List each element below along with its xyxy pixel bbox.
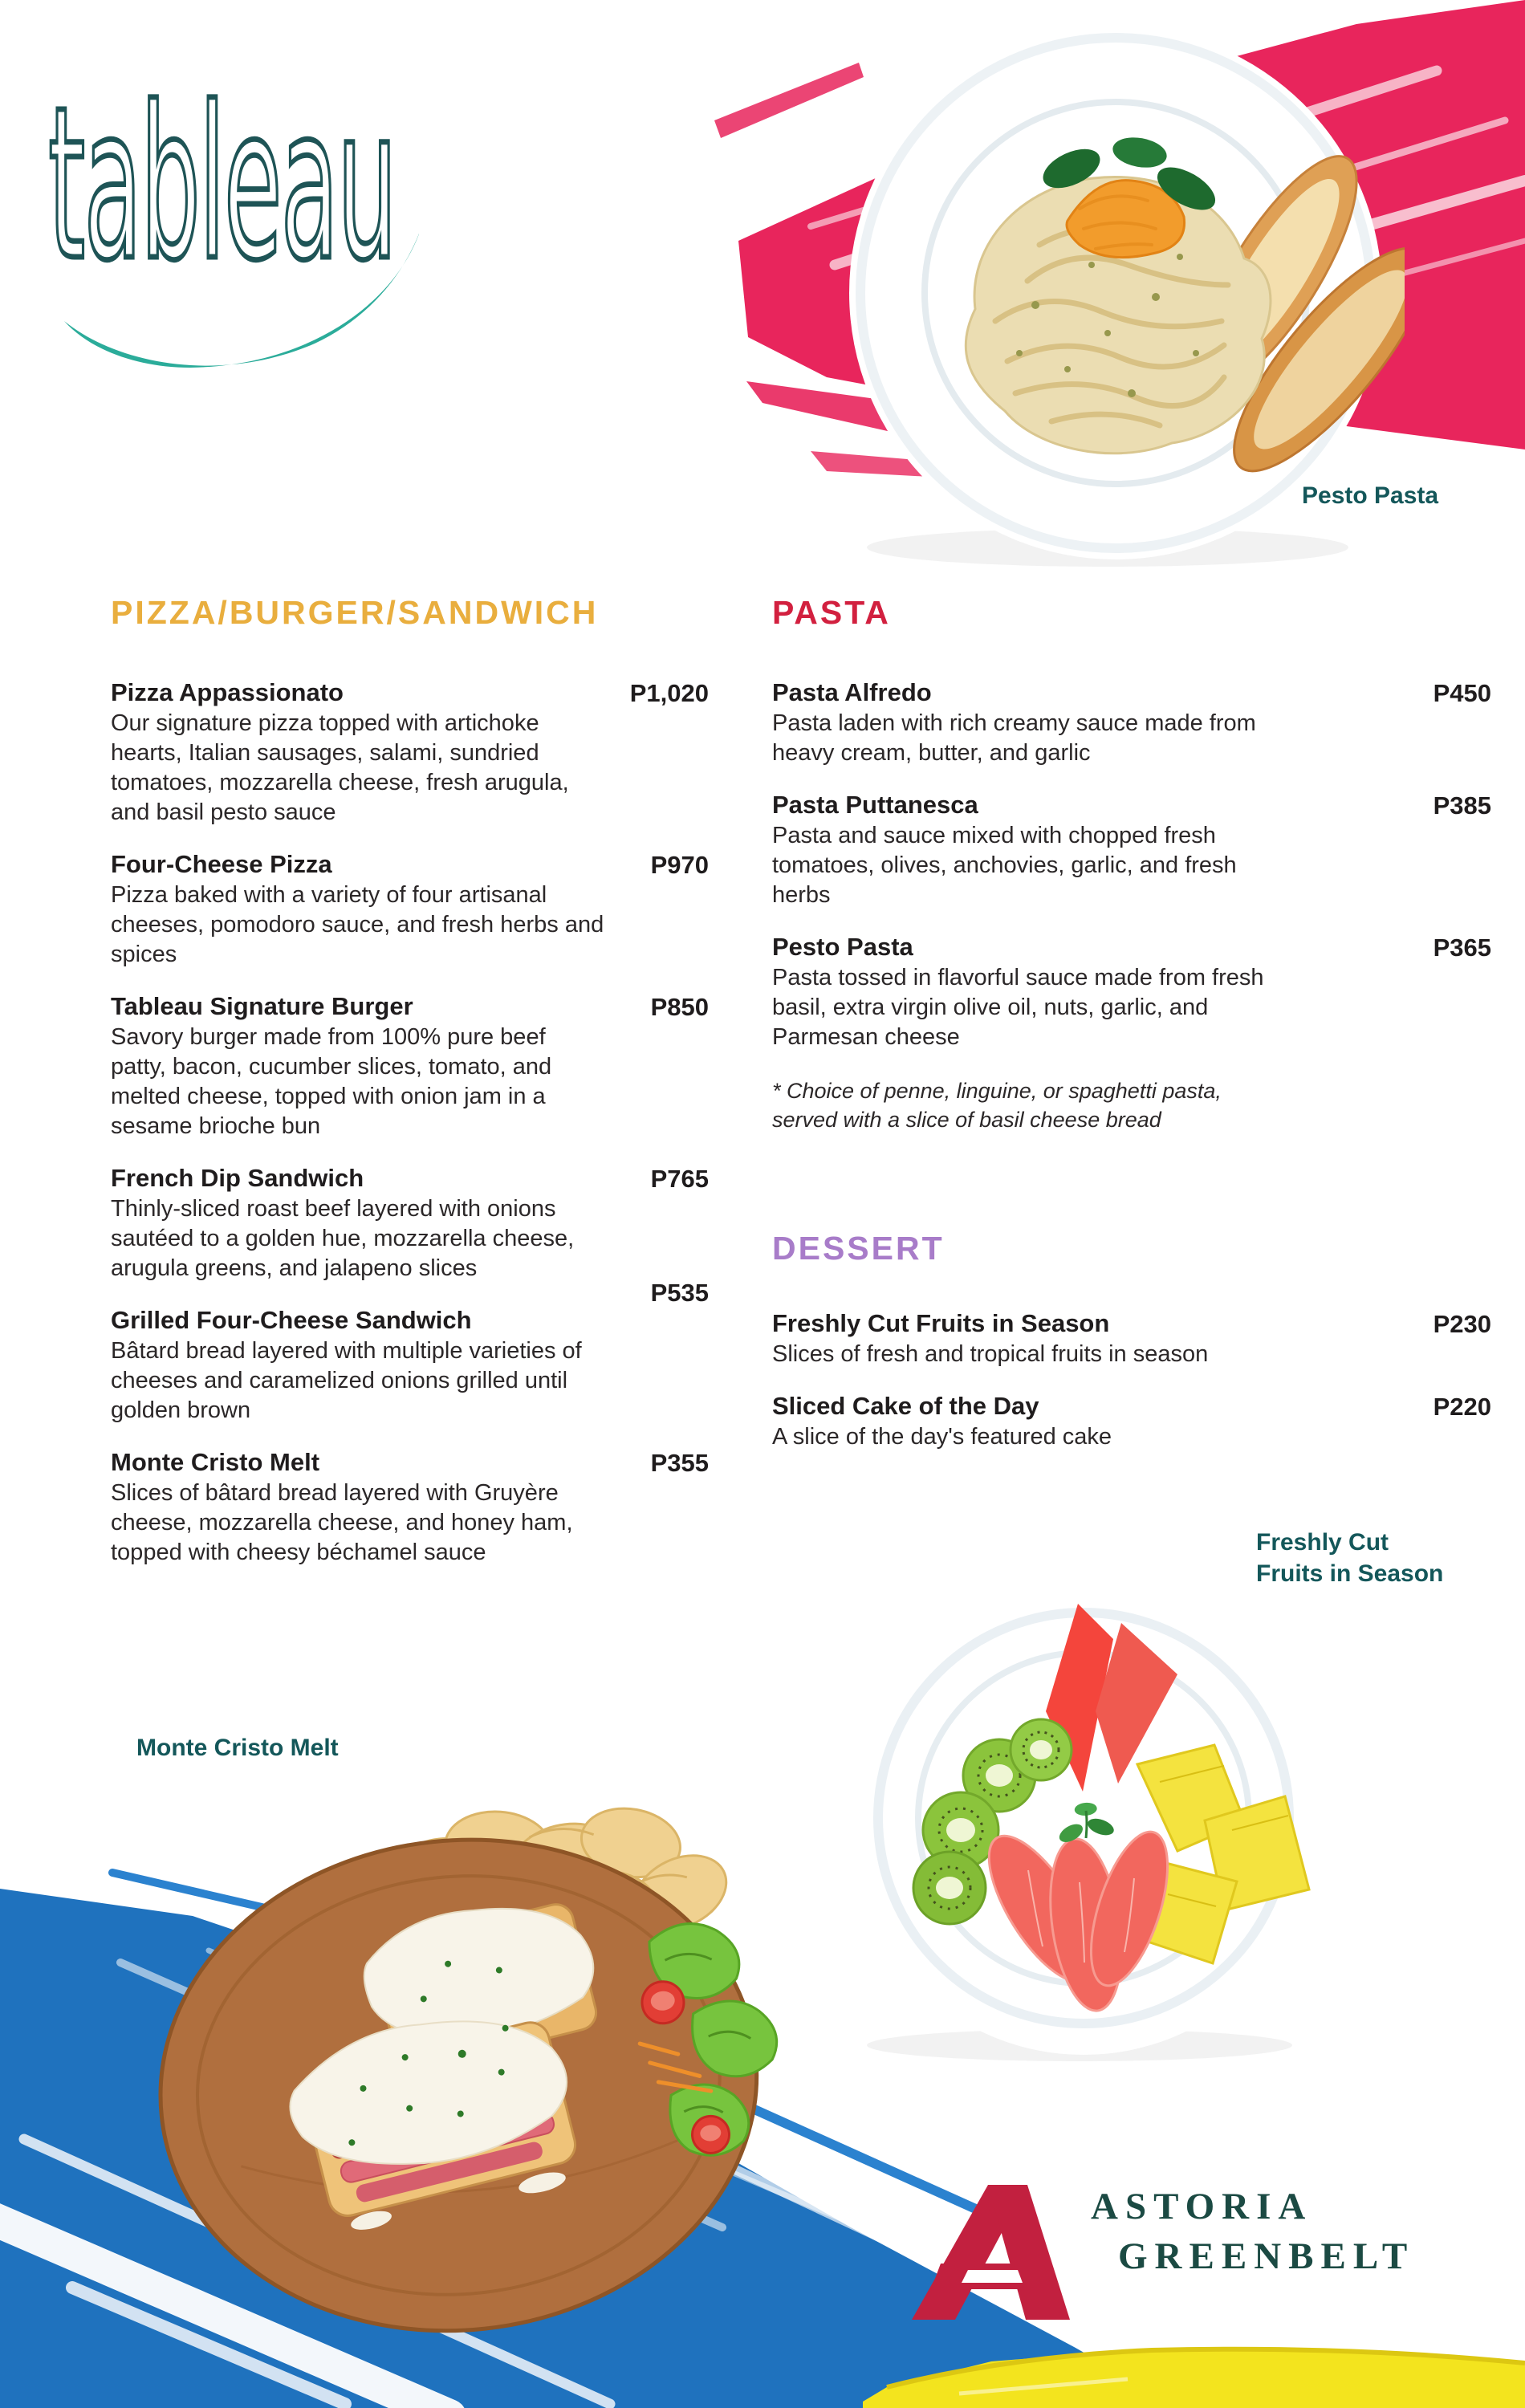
- item-price: P1,020: [629, 679, 709, 707]
- section-title: DESSERT: [772, 1230, 945, 1267]
- item-price: P355: [650, 1449, 709, 1477]
- item-description: Pizza baked with a variety of four artisanal cheeses, pomodoro sauce, and fresh herbs and spices: [111, 882, 604, 967]
- caption-fruits-line2: Fruits in Season: [1256, 1560, 1444, 1587]
- item-description: Pasta and sauce mixed with chopped fresh tomatoes, olives, anchovies, garlic, and fresh herbs: [772, 823, 1237, 908]
- menu-item: [111, 1279, 709, 1426]
- item-price: P385: [1433, 791, 1491, 820]
- astoria-a-icon: [905, 2182, 1070, 2322]
- item-price: P450: [1433, 679, 1491, 707]
- item-price: P535: [650, 1279, 709, 1307]
- logo-wordmark: tableau: [48, 61, 396, 307]
- yellow-brush-stroke: [863, 2337, 1525, 2408]
- section-dessert: [772, 1230, 1491, 1473]
- item-description: Pasta laden with rich creamy sauce made from heavy cream, butter, and garlic: [772, 710, 1256, 766]
- item-name: Pasta Alfredo: [772, 678, 932, 706]
- item-name: Freshly Cut Fruits in Season: [772, 1309, 1110, 1337]
- item-name: Grilled Four-Cheese Sandwich: [111, 1306, 472, 1334]
- menu-item: [111, 677, 709, 828]
- item-name: French Dip Sandwich: [111, 1164, 364, 1192]
- item-name: Monte Cristo Melt: [111, 1448, 320, 1476]
- astoria-greenbelt-logo: [905, 2182, 1414, 2322]
- section-pizza-burger-sandwich: [111, 594, 709, 1588]
- caption-pesto-pasta: Pesto Pasta: [1302, 482, 1439, 509]
- item-name: Sliced Cake of the Day: [772, 1392, 1039, 1420]
- tableau-logo: [42, 22, 419, 376]
- item-name: Pizza Appassionato: [111, 678, 344, 706]
- menu-item: [111, 1162, 709, 1283]
- section-pasta: [772, 594, 1491, 1134]
- item-description: Our signature pizza topped with artichoke hearts, Italian sausages, salami, sundried tomatoes, mozzarella cheese, fresh arugula, and basil pesto sauce: [111, 710, 569, 825]
- item-description: A slice of the day's featured cake: [772, 1424, 1112, 1450]
- item-name: Tableau Signature Burger: [111, 992, 413, 1020]
- menu-item: [111, 990, 709, 1141]
- astoria-line1: ASTORIA: [1091, 2186, 1313, 2227]
- menu-item: [111, 848, 709, 970]
- menu-item: [772, 677, 1491, 768]
- section-title: PASTA: [772, 594, 891, 631]
- item-price: P970: [650, 851, 709, 879]
- menu-item: [772, 931, 1491, 1052]
- item-name: Pasta Puttanesca: [772, 791, 978, 819]
- item-description: Bâtard bread layered with multiple varieties of cheeses and caramelized onions grilled until golden brown: [111, 1338, 582, 1423]
- item-price: P365: [1433, 934, 1491, 962]
- caption-fruits-line1: Freshly Cut: [1256, 1529, 1389, 1556]
- item-description: Savory burger made from 100% pure beef patty, bacon, cucumber slices, tomato, and melted cheese, topped with onion jam in a sesame brioche bun: [111, 1024, 552, 1139]
- menu-item: [772, 1390, 1491, 1452]
- item-name: Four-Cheese Pizza: [111, 850, 332, 878]
- caption-monte-cristo: Monte Cristo Melt: [136, 1735, 339, 1761]
- item-name: Pesto Pasta: [772, 933, 913, 961]
- astoria-line2: GREENBELT: [1118, 2235, 1415, 2277]
- item-price: P850: [650, 993, 709, 1021]
- menu-item: [772, 1308, 1491, 1369]
- item-description: Pasta tossed in flavorful sauce made from fresh basil, extra virgin olive oil, nuts, garlic, and Parmesan cheese: [772, 965, 1264, 1050]
- menu-item: [772, 789, 1491, 910]
- item-description: Thinly-sliced roast beef layered with onions sautéed to a golden hue, mozzarella cheese, arugula greens, and jalapeno slices: [111, 1196, 575, 1281]
- monte-cristo-photo: [136, 1798, 787, 2352]
- astoria-wordmark: [1091, 2182, 1414, 2281]
- item-description: Slices of bâtard bread layered with Gruyère cheese, mozzarella cheese, and honey ham, topped with cheesy béchamel sauce: [111, 1480, 573, 1565]
- item-price: P220: [1433, 1393, 1491, 1421]
- menu-item: [111, 1446, 709, 1568]
- item-price: P765: [650, 1165, 709, 1193]
- item-description: Slices of fresh and tropical fruits in season: [772, 1341, 1209, 1367]
- pasta-note: * Choice of penne, linguine, or spaghetti pasta, served with a slice of basil cheese bread: [772, 1079, 1222, 1132]
- item-price: P230: [1433, 1310, 1491, 1338]
- section-title: PIZZA/BURGER/SANDWICH: [111, 594, 599, 631]
